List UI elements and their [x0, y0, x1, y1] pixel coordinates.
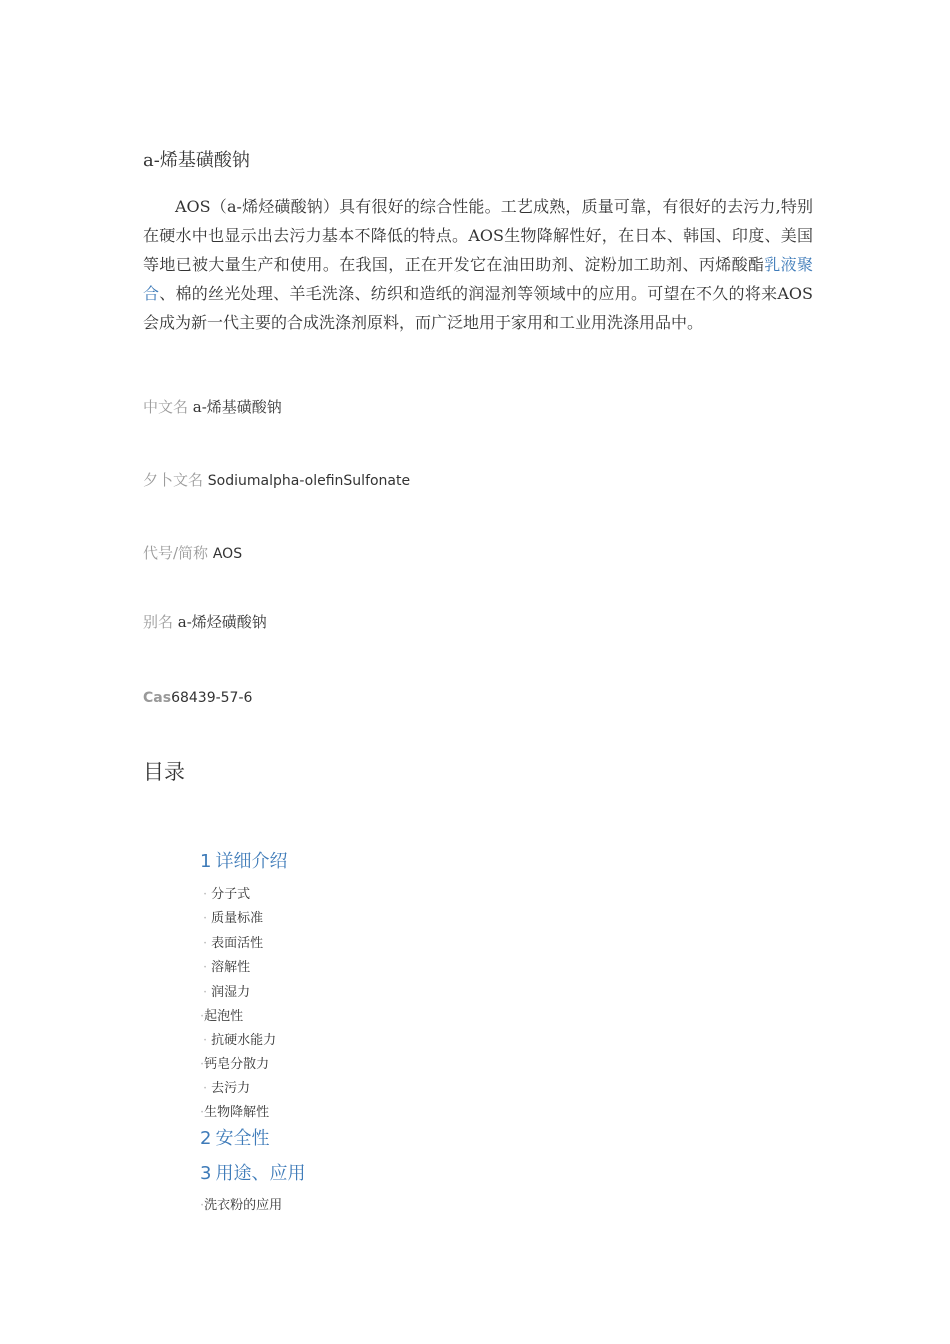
- bullet-icon: ·: [203, 985, 208, 1000]
- toc-section-1[interactable]: [200, 847, 287, 873]
- page-title: a-烯基磺酸钠: [143, 150, 250, 171]
- toc-item-label: 溶解性: [211, 960, 251, 975]
- field-label: 代号/简称: [143, 544, 209, 562]
- field-value: a-烯烃磺酸钠: [177, 613, 267, 631]
- bullet-icon: ·: [203, 936, 208, 951]
- toc-item-label: 抗硬水能力: [211, 1033, 277, 1048]
- intro-text-before: AOS（a-烯烃磺酸钠）具有很好的综合性能。工艺成熟，质量可靠，有很好的去污力,特别在硬水中也显示出去污力基本不降低的特点。AOS生物降解性好，在日本、韩国、印度、美国等地已被大量生产和使用。在我国，正在开发它在油田助剂、淀粉加工助剂、丙烯酸酯: [143, 197, 813, 274]
- toc-item-wetting[interactable]: [203, 981, 250, 1000]
- toc-item-lime-soap[interactable]: [200, 1053, 269, 1072]
- toc-section-number: 1: [200, 851, 212, 872]
- toc-item-solubility[interactable]: [203, 956, 250, 975]
- toc-section-3[interactable]: [200, 1159, 305, 1185]
- toc-section-number: 2: [200, 1128, 212, 1149]
- toc-item-quality[interactable]: [203, 907, 263, 926]
- toc-item-label: 润湿力: [211, 985, 251, 1000]
- toc-item-label: 去污力: [211, 1081, 251, 1096]
- toc-item-label: 钙皂分散力: [204, 1057, 270, 1072]
- field-value: a-烯基磺酸钠: [192, 398, 282, 416]
- toc-section-label: 用途、应用: [215, 1163, 306, 1184]
- toc-item-hard-water[interactable]: [203, 1029, 276, 1048]
- bullet-icon: ·: [200, 1009, 205, 1024]
- bullet-icon: ·: [203, 1033, 208, 1048]
- toc-item-surface-activity[interactable]: [203, 932, 263, 951]
- field-alias: [143, 611, 267, 632]
- toc-item-formula[interactable]: [203, 883, 250, 902]
- bullet-icon: ·: [203, 1081, 208, 1096]
- toc-item-label: 洗衣粉的应用: [204, 1198, 283, 1213]
- toc-item-label: 分子式: [211, 887, 251, 902]
- field-cas: [143, 688, 252, 706]
- field-label: 中文名: [143, 398, 189, 416]
- bullet-icon: ·: [203, 960, 208, 975]
- field-label: 夕卜文名: [143, 471, 204, 489]
- toc-item-label: 起泡性: [204, 1009, 244, 1024]
- toc-item-laundry-powder[interactable]: [200, 1194, 282, 1213]
- field-foreign-name: [143, 469, 410, 490]
- toc-section-label: 安全性: [215, 1128, 270, 1149]
- toc-item-label: 质量标准: [211, 911, 264, 926]
- field-value: 68439-57-6: [171, 690, 253, 706]
- toc-item-foaming[interactable]: [200, 1005, 243, 1024]
- bullet-icon: ·: [200, 1198, 205, 1213]
- field-value: AOS: [212, 546, 243, 562]
- toc-heading: 目录: [143, 760, 185, 784]
- bullet-icon: ·: [200, 1057, 205, 1072]
- emulsion-polymerization-link[interactable]: 乳液聚合: [143, 255, 813, 303]
- field-abbreviation: [143, 542, 242, 563]
- bullet-icon: ·: [203, 887, 208, 902]
- bullet-icon: ·: [200, 1105, 205, 1120]
- intro-paragraph: [143, 192, 813, 337]
- toc-section-label: 详细介绍: [215, 851, 288, 872]
- bullet-icon: ·: [203, 911, 208, 926]
- toc-item-biodegradability[interactable]: [200, 1101, 269, 1120]
- toc-section-2[interactable]: [200, 1124, 269, 1150]
- field-chinese-name: [143, 396, 282, 417]
- toc-section-number: 3: [200, 1163, 212, 1184]
- field-value: Sodiumalpha-olefinSulfonate: [207, 473, 411, 489]
- toc-item-label: 表面活性: [211, 936, 264, 951]
- intro-text-after: 、棉的丝光处理、羊毛洗涤、纺织和造纸的润湿剂等领域中的应用。可望在不久的将来AOS会成为新一代主要的合成洗涤剂原料，而广泛地用于家用和工业用洗涤用品中。: [143, 284, 813, 332]
- toc-item-label: 生物降解性: [204, 1105, 270, 1120]
- field-label: 别名: [143, 613, 174, 631]
- field-label: Cas: [143, 690, 172, 706]
- toc-item-detergency[interactable]: [203, 1077, 250, 1096]
